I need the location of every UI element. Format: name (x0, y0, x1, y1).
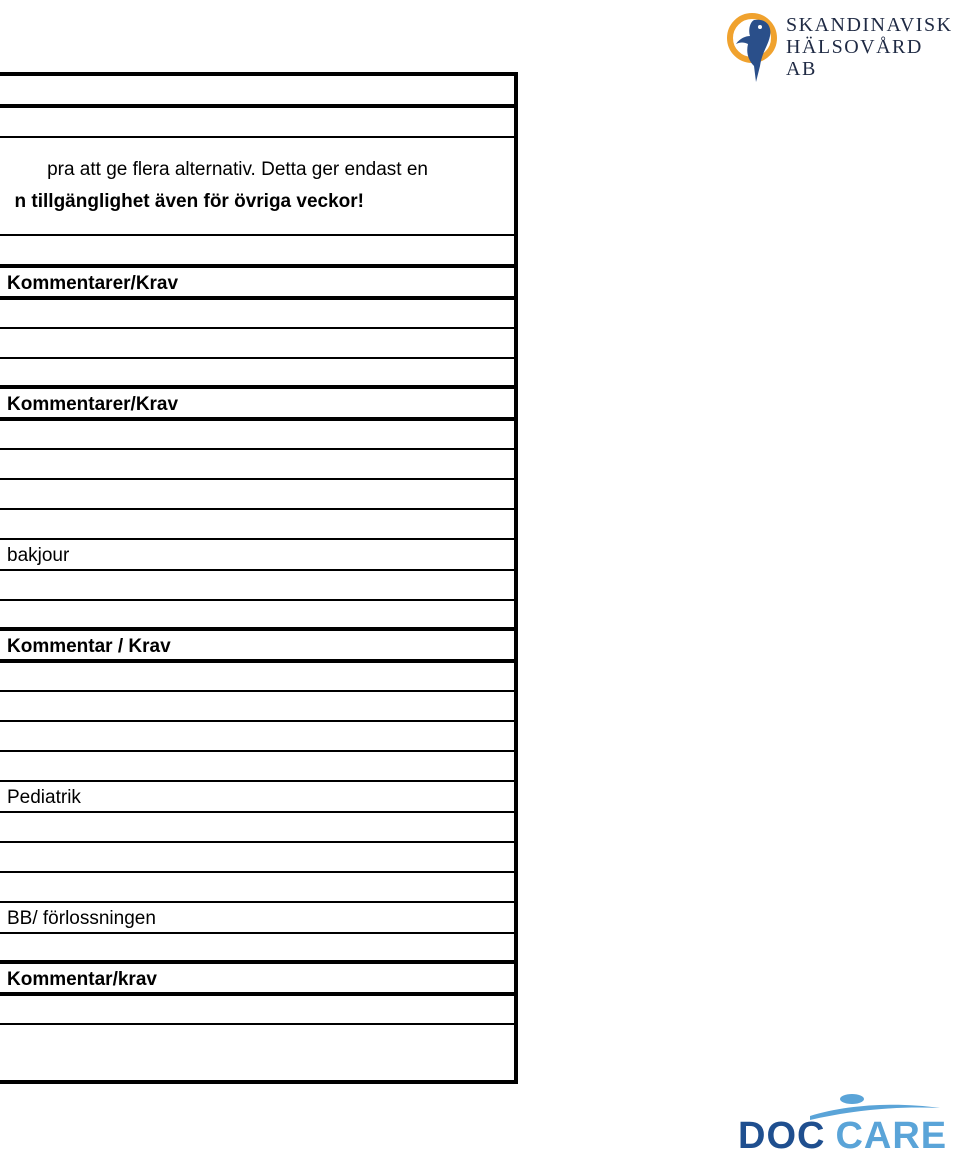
form-row[interactable] (0, 508, 514, 538)
form-row[interactable] (0, 841, 514, 871)
notice-line-2: n tillgänglighet även för övriga veckor! (14, 192, 364, 212)
section-4-header: Kommentar/krav (0, 960, 514, 992)
form-row[interactable] (0, 448, 514, 478)
form-row[interactable] (0, 104, 514, 136)
form-row[interactable] (0, 234, 514, 264)
form-row[interactable] (0, 72, 514, 104)
form-row[interactable] (0, 478, 514, 508)
doc-care-logo (738, 1090, 948, 1158)
form-row[interactable] (0, 296, 514, 327)
form-row[interactable] (0, 811, 514, 841)
notice-line-1: pra att ge flera alternativ. Detta ger endast en (47, 160, 428, 180)
form-row[interactable] (0, 871, 514, 901)
logo-line-2: HÄLSOVÅRD AB (786, 36, 923, 80)
form-row[interactable] (0, 659, 514, 690)
form-row[interactable] (0, 599, 514, 627)
bb-row: BB/ förlossningen (0, 901, 514, 932)
section-2-header: Kommentarer/Krav (0, 385, 514, 417)
form-row[interactable] (0, 932, 514, 960)
form-row[interactable] (0, 720, 514, 750)
form-row[interactable] (0, 357, 514, 385)
form-row[interactable] (0, 327, 514, 357)
form-row[interactable] (0, 1023, 514, 1080)
form-row[interactable] (0, 569, 514, 599)
skandinavisk-halsovard-logo (726, 8, 958, 84)
notice-block (0, 136, 514, 234)
logo-doc-text: DOC (738, 1115, 826, 1157)
section-1-header: Kommentarer/Krav (0, 264, 514, 296)
section-3-header: Kommentar / Krav (0, 627, 514, 659)
logo-line-1: SKANDINAVISK (786, 14, 953, 36)
form-row[interactable] (0, 417, 514, 448)
bird-logo-icon (726, 8, 784, 84)
logo-care-text: CARE (835, 1115, 948, 1157)
form-row[interactable] (0, 750, 514, 780)
pediatrik-row: Pediatrik (0, 780, 514, 811)
form-row[interactable] (0, 690, 514, 720)
bakjour-row: bakjour (0, 538, 514, 569)
form-sheet (0, 72, 518, 1084)
form-row[interactable] (0, 992, 514, 1023)
